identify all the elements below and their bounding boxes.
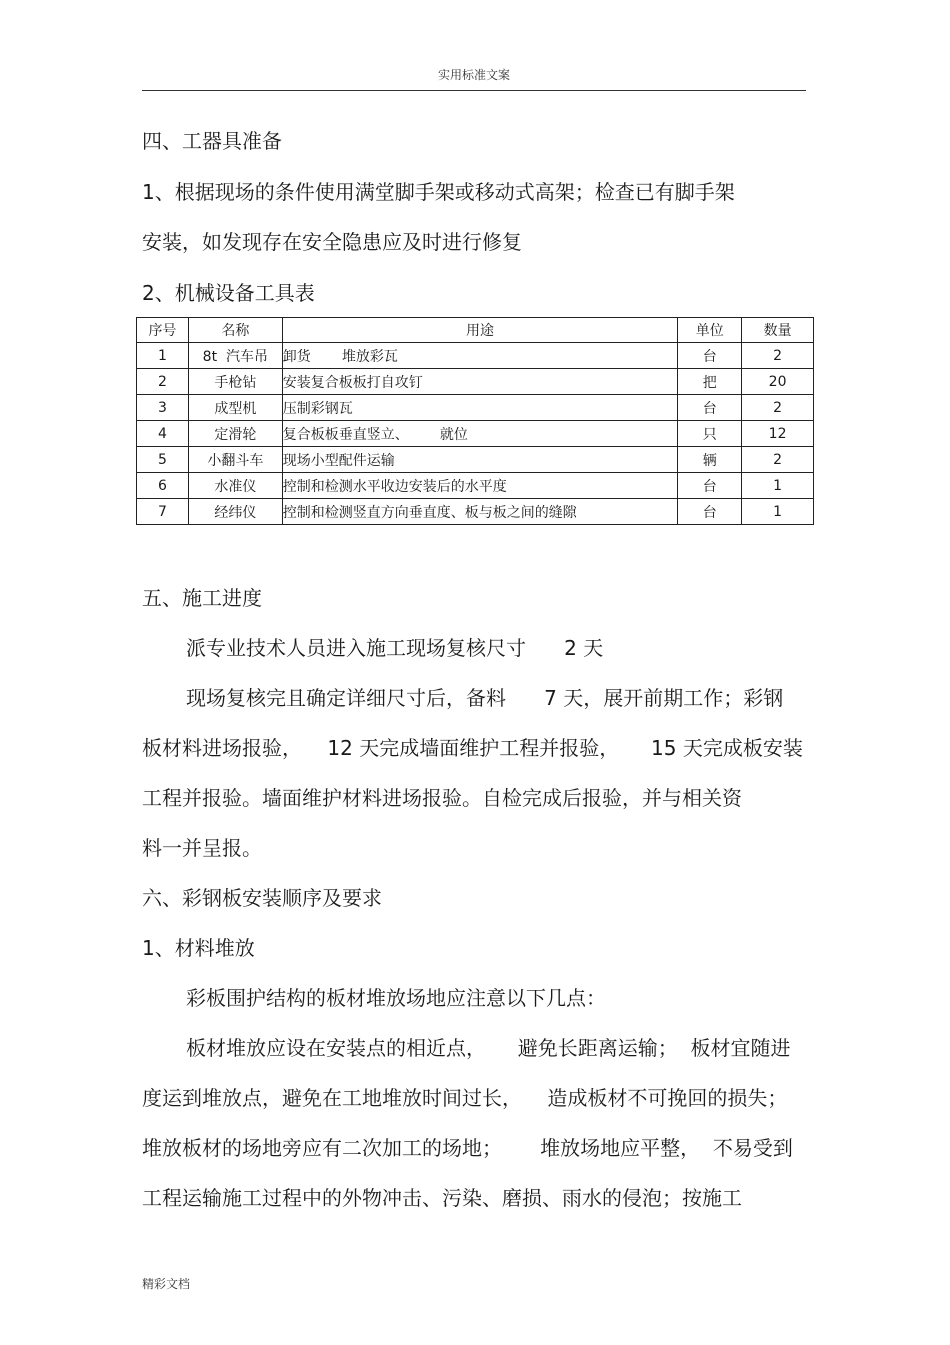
section-5-line-1: 派专业技术人员进入施工现场复核尺寸 2 天 [186, 636, 604, 660]
cell-purpose: 现场小型配件运输 [282, 447, 678, 473]
section-4-paragraph-2: 2、机械设备工具表 [142, 281, 315, 305]
header-rule [142, 90, 806, 91]
cell-unit: 辆 [678, 447, 742, 473]
cell-name: 定滑轮 [188, 421, 282, 447]
table-row [137, 369, 814, 395]
cell-purpose: 控制和检测竖直方向垂直度、板与板之间的缝隙 [282, 499, 678, 525]
section-4-title: 四、工器具准备 [142, 129, 282, 153]
table-row [137, 447, 814, 473]
section-6-line-2: 板材堆放应设在安装点的相近点， 避免长距离运输； 板材宜随进 [186, 1036, 791, 1060]
cell-unit: 台 [678, 395, 742, 421]
table-row [137, 421, 814, 447]
equipment-table [136, 317, 814, 525]
cell-unit: 把 [678, 369, 742, 395]
cell-unit: 台 [678, 473, 742, 499]
cell-name: 8t 汽车吊 [188, 343, 282, 369]
cell-purpose: 安装复合板板打自攻钉 [282, 369, 678, 395]
page-footer: 精彩文档 [142, 1277, 191, 1291]
cell-purpose: 复合板板垂直竖立、 就位 [282, 421, 678, 447]
cell-purpose: 控制和检测水平收边安装后的水平度 [282, 473, 678, 499]
cell-purpose: 压制彩钢瓦 [282, 395, 678, 421]
cell-quantity: 2 [742, 395, 814, 421]
section-6-line-4: 堆放板材的场地旁应有二次加工的场地； 堆放场地应平整， 不易受到 [142, 1136, 793, 1160]
cell-index: 5 [137, 447, 189, 473]
section-5-line-5: 料一并呈报。 [142, 836, 262, 860]
cell-index: 3 [137, 395, 189, 421]
table-row [137, 473, 814, 499]
section-6-line-1: 彩板围护结构的板材堆放场地应注意以下几点： [186, 986, 606, 1010]
cell-quantity: 1 [742, 499, 814, 525]
cell-quantity: 12 [742, 421, 814, 447]
cell-name: 经纬仪 [188, 499, 282, 525]
header-unit: 单位 [678, 318, 742, 343]
table-header-row [137, 318, 814, 343]
table-row [137, 395, 814, 421]
cell-index: 7 [137, 499, 189, 525]
cell-quantity: 2 [742, 447, 814, 473]
header-quantity: 数量 [742, 318, 814, 343]
cell-purpose: 卸货 堆放彩瓦 [282, 343, 678, 369]
section-6-line-5: 工程运输施工过程中的外物冲击、污染、磨损、雨水的侵泡；按施工 [142, 1186, 742, 1210]
section-5-line-3: 板材料进场报验， 12 天完成墙面维护工程并报验， 15 天完成板安装 [142, 736, 803, 760]
table-row [137, 499, 814, 525]
section-6-subtitle-1: 1、材料堆放 [142, 936, 255, 960]
page-header: 实用标准文案 [437, 68, 510, 82]
table-row [137, 343, 814, 369]
section-4-paragraph-1-line-1: 1、根据现场的条件使用满堂脚手架或移动式高架；检查已有脚手架 [142, 180, 735, 204]
cell-index: 2 [137, 369, 189, 395]
section-5-line-4: 工程并报验。墙面维护材料进场报验。自检完成后报验，并与相关资 [142, 786, 742, 810]
cell-index: 4 [137, 421, 189, 447]
section-6-title: 六、彩钢板安装顺序及要求 [142, 886, 382, 910]
cell-quantity: 2 [742, 343, 814, 369]
cell-unit: 台 [678, 499, 742, 525]
cell-quantity: 20 [742, 369, 814, 395]
cell-name: 成型机 [188, 395, 282, 421]
cell-name: 手枪钻 [188, 369, 282, 395]
header-purpose: 用途 [282, 318, 678, 343]
header-name: 名称 [188, 318, 282, 343]
cell-index: 1 [137, 343, 189, 369]
section-4-paragraph-1-line-2: 安装，如发现存在安全隐患应及时进行修复 [142, 230, 522, 254]
section-5-line-2: 现场复核完且确定详细尺寸后，备料 7 天，展开前期工作；彩钢 [186, 686, 784, 710]
section-5-title: 五、施工进度 [142, 586, 262, 610]
cell-quantity: 1 [742, 473, 814, 499]
header-index: 序号 [137, 318, 189, 343]
cell-name: 水准仪 [188, 473, 282, 499]
cell-unit: 只 [678, 421, 742, 447]
section-6-line-3: 度运到堆放点，避免在工地堆放时间过长， 造成板材不可挽回的损失； [142, 1086, 788, 1110]
cell-name: 小翻斗车 [188, 447, 282, 473]
cell-unit: 台 [678, 343, 742, 369]
cell-index: 6 [137, 473, 189, 499]
